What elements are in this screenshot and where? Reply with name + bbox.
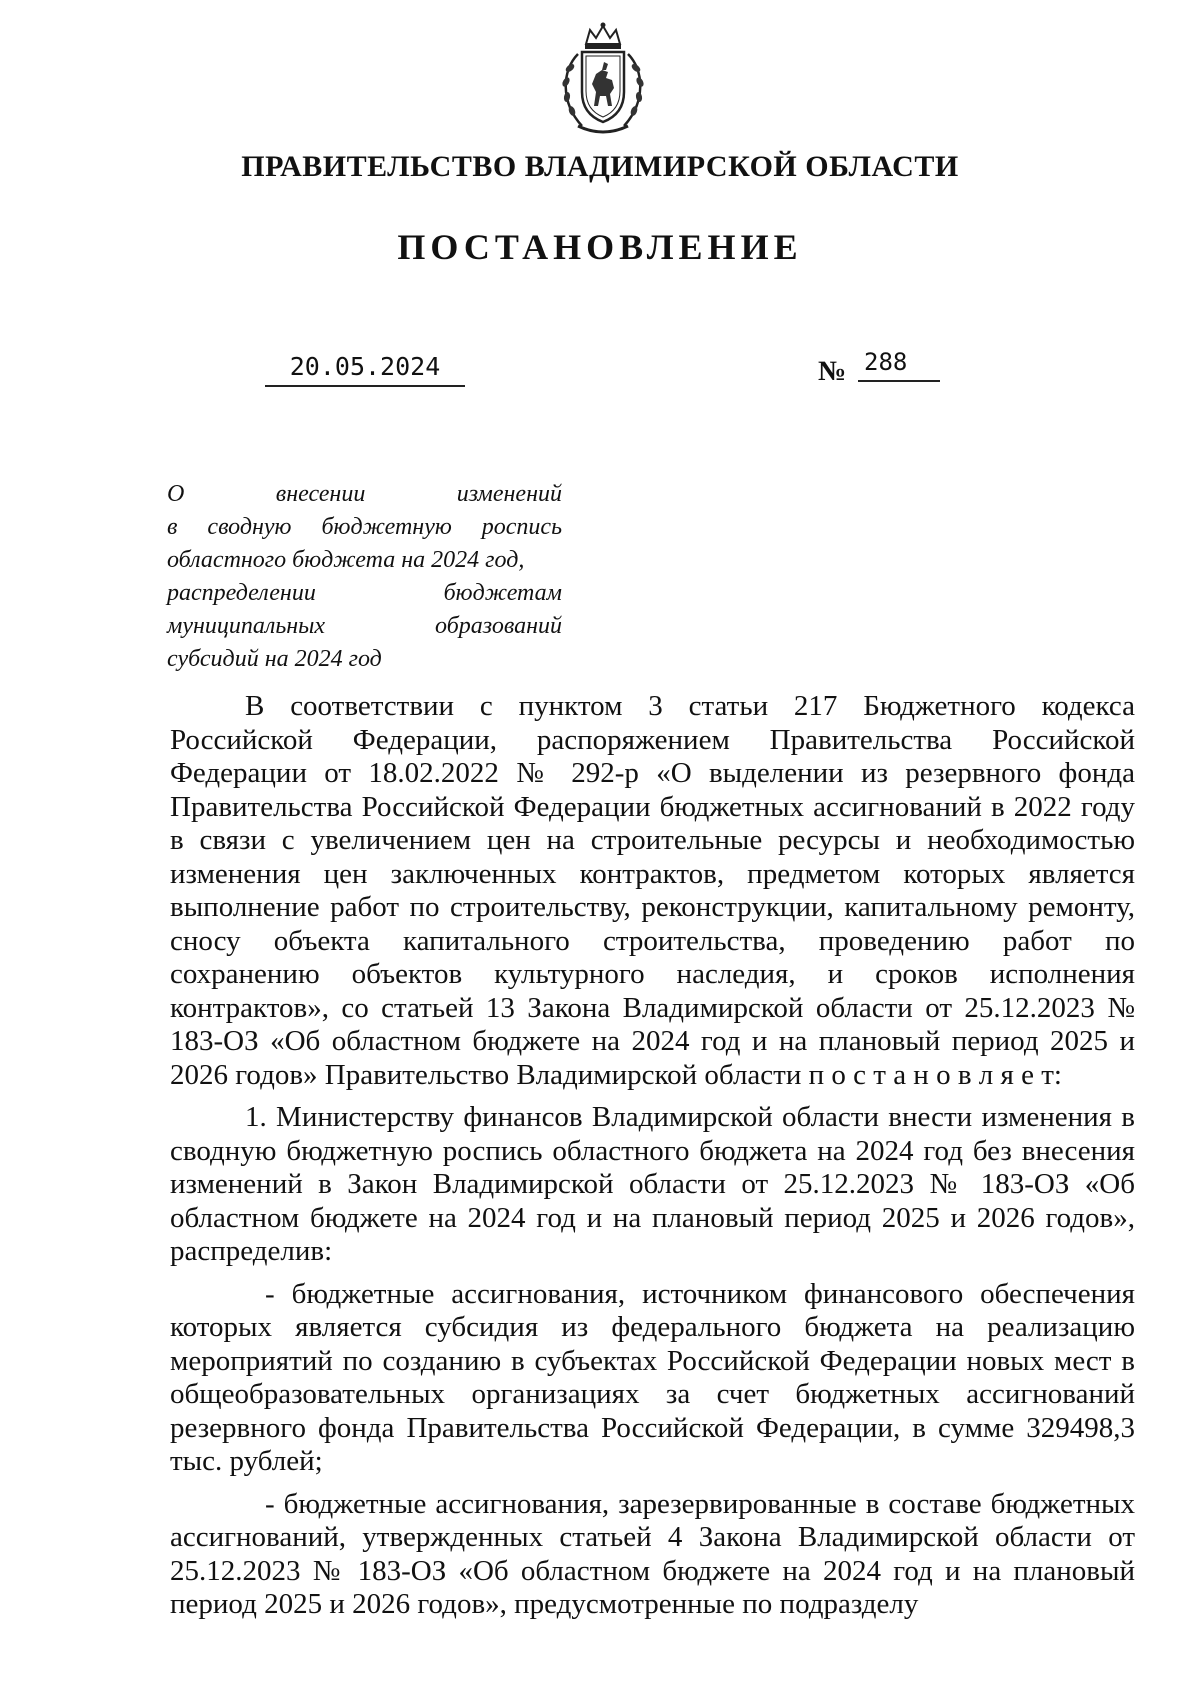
document-date: 20.05.2024 xyxy=(265,352,465,387)
number-label: № xyxy=(818,356,847,387)
subject-line: в сводную бюджетную роспись xyxy=(167,514,562,540)
body-paragraph: - бюджетные ассигнования, зарезервированные в составе бюджетных ассигнований, утвержденных статьей 4 Закона Владимирской области от 25.12.2023 № 183-ОЗ «Об областном бюджете на 2024 год и на плановый период 2025 и 2026 годов», предусмотренные по подразделу xyxy=(170,1487,1135,1620)
subject-line: областного бюджета на 2024 год, xyxy=(167,547,525,573)
subject-line: субсидий на 2024 год xyxy=(167,646,382,672)
document-subject xyxy=(167,478,562,676)
document-number: 288 xyxy=(858,348,940,382)
body-paragraph: - бюджетные ассигнования, источником финансового обеспечения которых является субсидия из федерального бюджета на реализацию мероприятий по созданию в субъектах Российской Федерации новых мест в общеобразовательных организациях за счет бюджетных ассигнований резервного фонда Правительства Российской Федерации, в сумме 329498,3 тыс. рублей; xyxy=(170,1277,1135,1477)
subject-line: распределении бюджетам xyxy=(167,580,562,606)
coat-of-arms-icon xyxy=(548,22,658,140)
body-paragraph: В соответствии с пунктом 3 статьи 217 Бюджетного кодекса Российской Федерации, распоряжением Правительства Российской Федерации от 18.02.2022 № 292-р «О выделении из резервного фонда Правительства Российской Федерации бюджетных ассигнований в 2022 году в связи с увеличением цен на строительные ресурсы и необходимостью изменения цен заключенных контрактов, предметом которых является выполнение работ по строительству, реконструкции, капитальному ремонту, сносу объекта капитального строительства, проведению работ по сохранению объектов культурного наследия, и сроков исполнения контрактов», со статьей 13 Закона Владимирской области от 25.12.2023 № 183-ОЗ «Об областном бюджете на 2024 год и на плановый период 2025 и 2026 годов» Правительство Владимирской области п о с т а н о в л я е т: xyxy=(170,690,1135,1091)
subject-line: О внесении изменений xyxy=(167,481,562,507)
document-type: ПОСТАНОВЛЕНИЕ xyxy=(397,227,803,267)
body-paragraph: 1. Министерству финансов Владимирской области внести изменения в сводную бюджетную роспись областного бюджета на 2024 год без внесения изменений в Закон Владимирской области от 25.12.2023 № 183-ОЗ «Об областном бюджете на 2024 год и на плановый период 2025 и 2026 годов», распределив: xyxy=(170,1101,1135,1267)
organization-title: ПРАВИТЕЛЬСТВО ВЛАДИМИРСКОЙ ОБЛАСТИ xyxy=(241,150,959,183)
subject-line: муниципальных образований xyxy=(167,613,562,639)
document-body xyxy=(170,690,1135,1622)
